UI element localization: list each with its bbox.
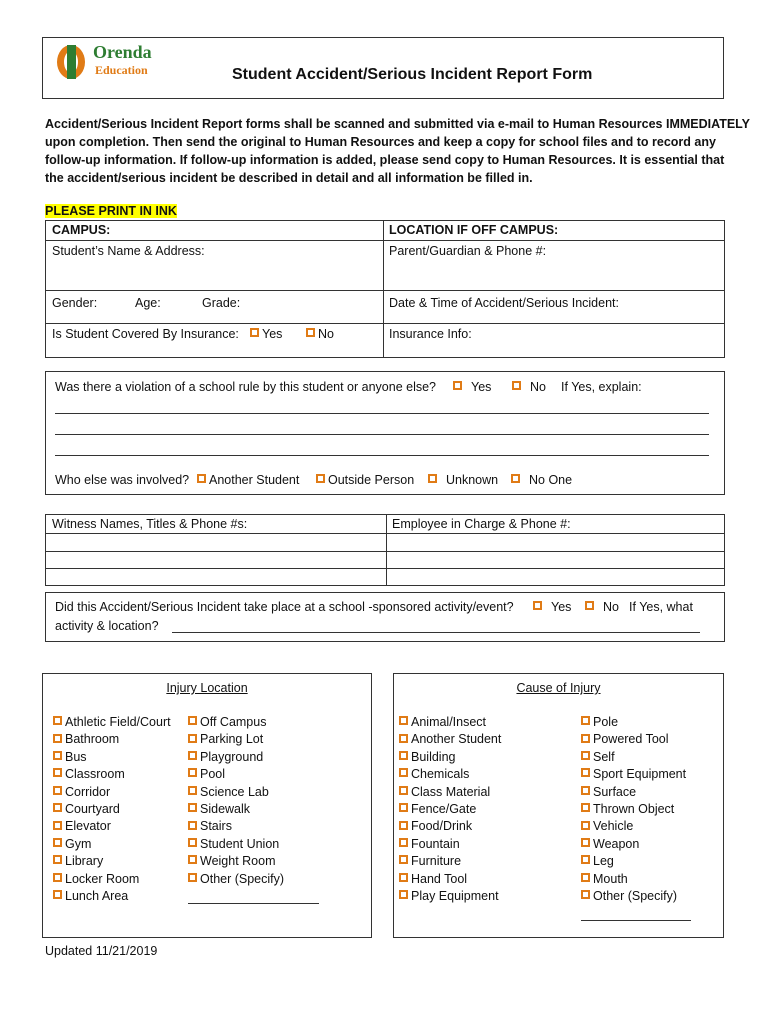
cause-item[interactable]	[581, 802, 674, 816]
insurance-no-option[interactable]: No	[306, 327, 334, 341]
checkbox-icon[interactable]	[53, 855, 62, 864]
cause-label: Furniture	[411, 854, 462, 869]
checkbox-icon[interactable]	[399, 855, 408, 864]
age-label[interactable]: Age:	[135, 296, 161, 310]
involved-another-student[interactable]: Another Student	[197, 473, 299, 487]
cause-other-specify-line[interactable]	[581, 920, 691, 921]
checkbox-icon[interactable]	[188, 786, 197, 795]
explain-line-1[interactable]	[55, 413, 709, 414]
injury-location-item[interactable]	[53, 802, 120, 816]
checkbox-icon[interactable]	[581, 890, 590, 899]
violation-no-option[interactable]: No	[512, 380, 546, 394]
checkbox-icon[interactable]	[533, 601, 542, 610]
checkbox-icon[interactable]	[53, 838, 62, 847]
cause-item[interactable]	[399, 889, 499, 903]
logo-name: Orenda	[93, 42, 152, 62]
checkbox-icon[interactable]	[53, 821, 62, 830]
footer-updated: Updated 11/21/2019	[45, 944, 158, 958]
injury-location-item[interactable]	[188, 872, 284, 886]
cause-item[interactable]	[581, 750, 615, 764]
checkbox-icon[interactable]	[399, 838, 408, 847]
intro-line-2: upon completion. Then send the original to Human Resources and keep a copy for school files and to record any	[45, 135, 716, 149]
checkbox-icon[interactable]	[581, 803, 590, 812]
injury-location-item[interactable]	[188, 785, 269, 799]
involved-no-one[interactable]: No One	[511, 473, 572, 487]
checkbox-icon[interactable]	[581, 855, 590, 864]
cause-label: Surface	[593, 784, 637, 799]
checkbox-icon[interactable]	[581, 873, 590, 882]
checkbox-icon[interactable]	[188, 803, 197, 812]
injury-location-label: Library	[65, 854, 104, 869]
checkbox-icon[interactable]	[53, 890, 62, 899]
injury-location-item[interactable]	[188, 819, 232, 833]
cause-item[interactable]	[399, 750, 455, 764]
checkbox-icon[interactable]	[399, 716, 408, 725]
campus-label: CAMPUS:	[52, 223, 111, 237]
cause-item[interactable]	[399, 715, 486, 729]
cause-item[interactable]	[399, 837, 460, 851]
cause-label: Fountain	[411, 836, 460, 851]
print-notice: PLEASE PRINT IN INK	[45, 204, 177, 218]
cause-label: Powered Tool	[593, 732, 669, 747]
checkbox-icon[interactable]	[188, 734, 197, 743]
cause-item[interactable]	[581, 732, 669, 746]
injury-location-item[interactable]	[188, 732, 263, 746]
intro-line-4: the accident/serious incident be described in detail and all information be filled in.	[45, 171, 533, 185]
checkbox-icon[interactable]	[581, 786, 590, 795]
violation-explain-label: If Yes, explain:	[561, 380, 642, 394]
cause-label: Pole	[593, 715, 619, 729]
injury-location-label: Classroom	[65, 767, 125, 782]
student-name-label[interactable]: Student’s Name & Address:	[52, 244, 205, 258]
injury-location-label: Bathroom	[65, 732, 120, 747]
cause-item[interactable]	[581, 785, 636, 799]
checkbox-icon[interactable]	[399, 734, 408, 743]
checkbox-icon[interactable]	[581, 768, 590, 777]
cause-item[interactable]	[581, 715, 618, 729]
checkbox-icon[interactable]	[53, 786, 62, 795]
injury-location-label: Lunch Area	[65, 889, 129, 903]
checkbox-icon[interactable]	[511, 474, 520, 483]
checkbox-icon[interactable]	[53, 873, 62, 882]
sponsored-line2-label: activity & location?	[55, 619, 159, 633]
injury-location-label: Other (Specify)	[200, 871, 285, 886]
injury-location-label: Corridor	[65, 784, 111, 799]
injury-location-label: Playground	[200, 749, 264, 764]
checkbox-icon[interactable]	[581, 838, 590, 847]
cause-label: Fence/Gate	[411, 802, 477, 816]
parent-label[interactable]: Parent/Guardian & Phone #:	[389, 244, 547, 258]
cause-item[interactable]	[581, 872, 628, 886]
checkbox-icon[interactable]	[428, 474, 437, 483]
injury-location-label: Elevator	[65, 819, 111, 834]
insurance-question: Is Student Covered By Insurance:	[52, 327, 239, 341]
cause-label: Animal/Insect	[411, 715, 487, 729]
injury-location-label: Bus	[65, 749, 87, 764]
checkbox-icon[interactable]	[188, 873, 197, 882]
injury-location-heading: Injury Location	[166, 681, 248, 695]
checkbox-icon[interactable]	[316, 474, 325, 483]
injury-location-item[interactable]	[188, 750, 263, 764]
cause-label: Another Student	[411, 732, 502, 747]
injury-location-label: Gym	[65, 836, 92, 851]
checkbox-icon[interactable]	[53, 768, 62, 777]
checkbox-icon[interactable]	[581, 716, 590, 725]
explain-line-2[interactable]	[55, 434, 709, 435]
checkbox-icon[interactable]	[512, 381, 521, 390]
injury-location-item[interactable]	[53, 732, 119, 746]
cause-item[interactable]	[399, 819, 472, 833]
violation-yes-option[interactable]: Yes	[453, 380, 491, 394]
intro-line-1: Accident/Serious Incident Report forms shall be scanned and submitted via e-mail to Human Resources IMMEDIATELY	[45, 117, 751, 131]
checkbox-icon[interactable]	[581, 751, 590, 760]
injury-location-item[interactable]	[53, 715, 171, 729]
checkbox-icon[interactable]	[53, 734, 62, 743]
cause-label: Building	[411, 749, 456, 764]
checkbox-icon[interactable]	[250, 328, 259, 337]
cause-label: Thrown Object	[593, 802, 675, 816]
injury-location-label: Pool	[200, 767, 226, 782]
cause-item[interactable]	[399, 802, 476, 816]
injury-location-label: Weight Room	[200, 854, 276, 869]
intro-line-3: follow-up information. If follow-up information is added, please send copy to Human Resources. It is essential that	[45, 153, 725, 167]
cause-item[interactable]	[399, 767, 469, 781]
explain-line-3[interactable]	[55, 455, 709, 456]
cause-item[interactable]	[581, 819, 633, 833]
injury-location-label: Courtyard	[65, 802, 120, 816]
checkbox-icon[interactable]	[399, 890, 408, 899]
checkbox-icon[interactable]	[53, 751, 62, 760]
injury-location-label: Parking Lot	[200, 732, 264, 747]
cause-label: Food/Drink	[411, 819, 473, 834]
cause-label: Play Equipment	[411, 889, 499, 903]
injury-location-label: Stairs	[200, 819, 232, 834]
logo	[55, 42, 175, 84]
checkbox-icon[interactable]	[581, 734, 590, 743]
injury-location-label: Science Lab	[200, 784, 269, 799]
checkbox-icon[interactable]	[188, 855, 197, 864]
injury-location-item[interactable]	[53, 819, 111, 833]
cause-heading: Cause of Injury	[516, 681, 601, 695]
date-time-label[interactable]: Date & Time of Accident/Serious Incident:	[389, 296, 619, 310]
cause-item[interactable]	[581, 854, 614, 868]
checkbox-icon[interactable]	[453, 381, 462, 390]
cause-label: Other (Specify)	[593, 889, 678, 903]
injury-location-item[interactable]	[53, 872, 139, 886]
involved-question: Who else was involved?	[55, 473, 190, 487]
injury-location-item[interactable]	[53, 785, 110, 799]
cause-item[interactable]	[581, 837, 639, 851]
checkbox-icon[interactable]	[53, 803, 62, 812]
cause-label: Mouth	[593, 871, 628, 886]
gender-label[interactable]: Gender:	[52, 296, 98, 310]
checkbox-icon[interactable]	[197, 474, 206, 483]
checkbox-icon[interactable]	[399, 768, 408, 777]
involved-outside-person[interactable]: Outside Person	[316, 473, 414, 487]
sponsored-yes-option[interactable]: Yes	[533, 600, 571, 614]
cause-label: Weapon	[593, 836, 640, 851]
checkbox-icon[interactable]	[188, 838, 197, 847]
checkbox-icon[interactable]	[585, 601, 594, 610]
injury-location-item[interactable]	[188, 837, 279, 851]
checkbox-icon[interactable]	[188, 768, 197, 777]
cause-label: Leg	[593, 854, 614, 869]
cause-label: Self	[593, 749, 615, 764]
injury-location-label: Off Campus	[200, 715, 267, 729]
checkbox-icon[interactable]	[188, 821, 197, 830]
checkbox-icon[interactable]	[399, 786, 408, 795]
cause-item[interactable]	[399, 872, 467, 886]
checkbox-icon[interactable]	[399, 821, 408, 830]
logo-subtitle: Education	[95, 63, 148, 77]
injury-location-label: Athletic Field/Court	[65, 715, 171, 729]
checkbox-icon[interactable]	[188, 716, 197, 725]
injury-other-specify-line[interactable]	[188, 903, 319, 904]
sponsored-ifyes-label: If Yes, what	[629, 600, 693, 614]
injury-location-label: Locker Room	[65, 871, 140, 886]
injury-location-item[interactable]	[53, 837, 91, 851]
checkbox-icon[interactable]	[399, 873, 408, 882]
location-label: LOCATION IF OFF CAMPUS:	[389, 223, 559, 237]
activity-location-line[interactable]	[172, 632, 700, 633]
injury-location-item[interactable]	[188, 854, 276, 868]
logo-mark-icon	[55, 42, 95, 82]
injury-location-item[interactable]	[188, 767, 225, 781]
checkbox-icon[interactable]	[399, 751, 408, 760]
sponsored-question: Did this Accident/Serious Incident take place at a school -sponsored activity/event?	[55, 600, 514, 614]
injury-location-item[interactable]	[188, 802, 250, 816]
involved-unknown[interactable]: Unknown	[428, 473, 498, 487]
cause-item[interactable]	[399, 732, 501, 746]
insurance-info-label[interactable]: Insurance Info:	[389, 327, 472, 341]
employee-label: Employee in Charge & Phone #:	[392, 517, 571, 531]
checkbox-icon[interactable]	[306, 328, 315, 337]
cause-label: Chemicals	[411, 767, 470, 782]
sponsored-no-option[interactable]: No	[585, 600, 619, 614]
checkbox-icon[interactable]	[53, 716, 62, 725]
injury-location-item[interactable]	[53, 854, 103, 868]
violation-question: Was there a violation of a school rule by this student or anyone else?	[55, 380, 437, 394]
cause-item[interactable]	[399, 854, 461, 868]
injury-location-label: Student Union	[200, 836, 280, 851]
cause-label: Class Material	[411, 784, 491, 799]
cause-label: Sport Equipment	[593, 767, 687, 782]
page-title: Student Accident/Serious Incident Report Form	[232, 66, 593, 83]
grade-label[interactable]: Grade:	[202, 296, 241, 310]
checkbox-icon[interactable]	[399, 803, 408, 812]
injury-location-item[interactable]	[53, 750, 87, 764]
injury-location-label: Sidewalk	[200, 802, 251, 816]
checkbox-icon[interactable]	[188, 751, 197, 760]
injury-location-item[interactable]	[53, 767, 125, 781]
checkbox-icon[interactable]	[581, 821, 590, 830]
cause-label: Vehicle	[593, 819, 634, 834]
injury-location-item[interactable]	[188, 715, 266, 729]
witness-label: Witness Names, Titles & Phone #s:	[52, 517, 248, 531]
cause-label: Hand Tool	[411, 871, 468, 886]
insurance-yes-option[interactable]: Yes	[250, 327, 282, 341]
cause-item[interactable]	[581, 767, 686, 781]
cause-item[interactable]	[581, 889, 677, 903]
cause-item[interactable]	[399, 785, 490, 799]
injury-location-item[interactable]	[53, 889, 128, 903]
